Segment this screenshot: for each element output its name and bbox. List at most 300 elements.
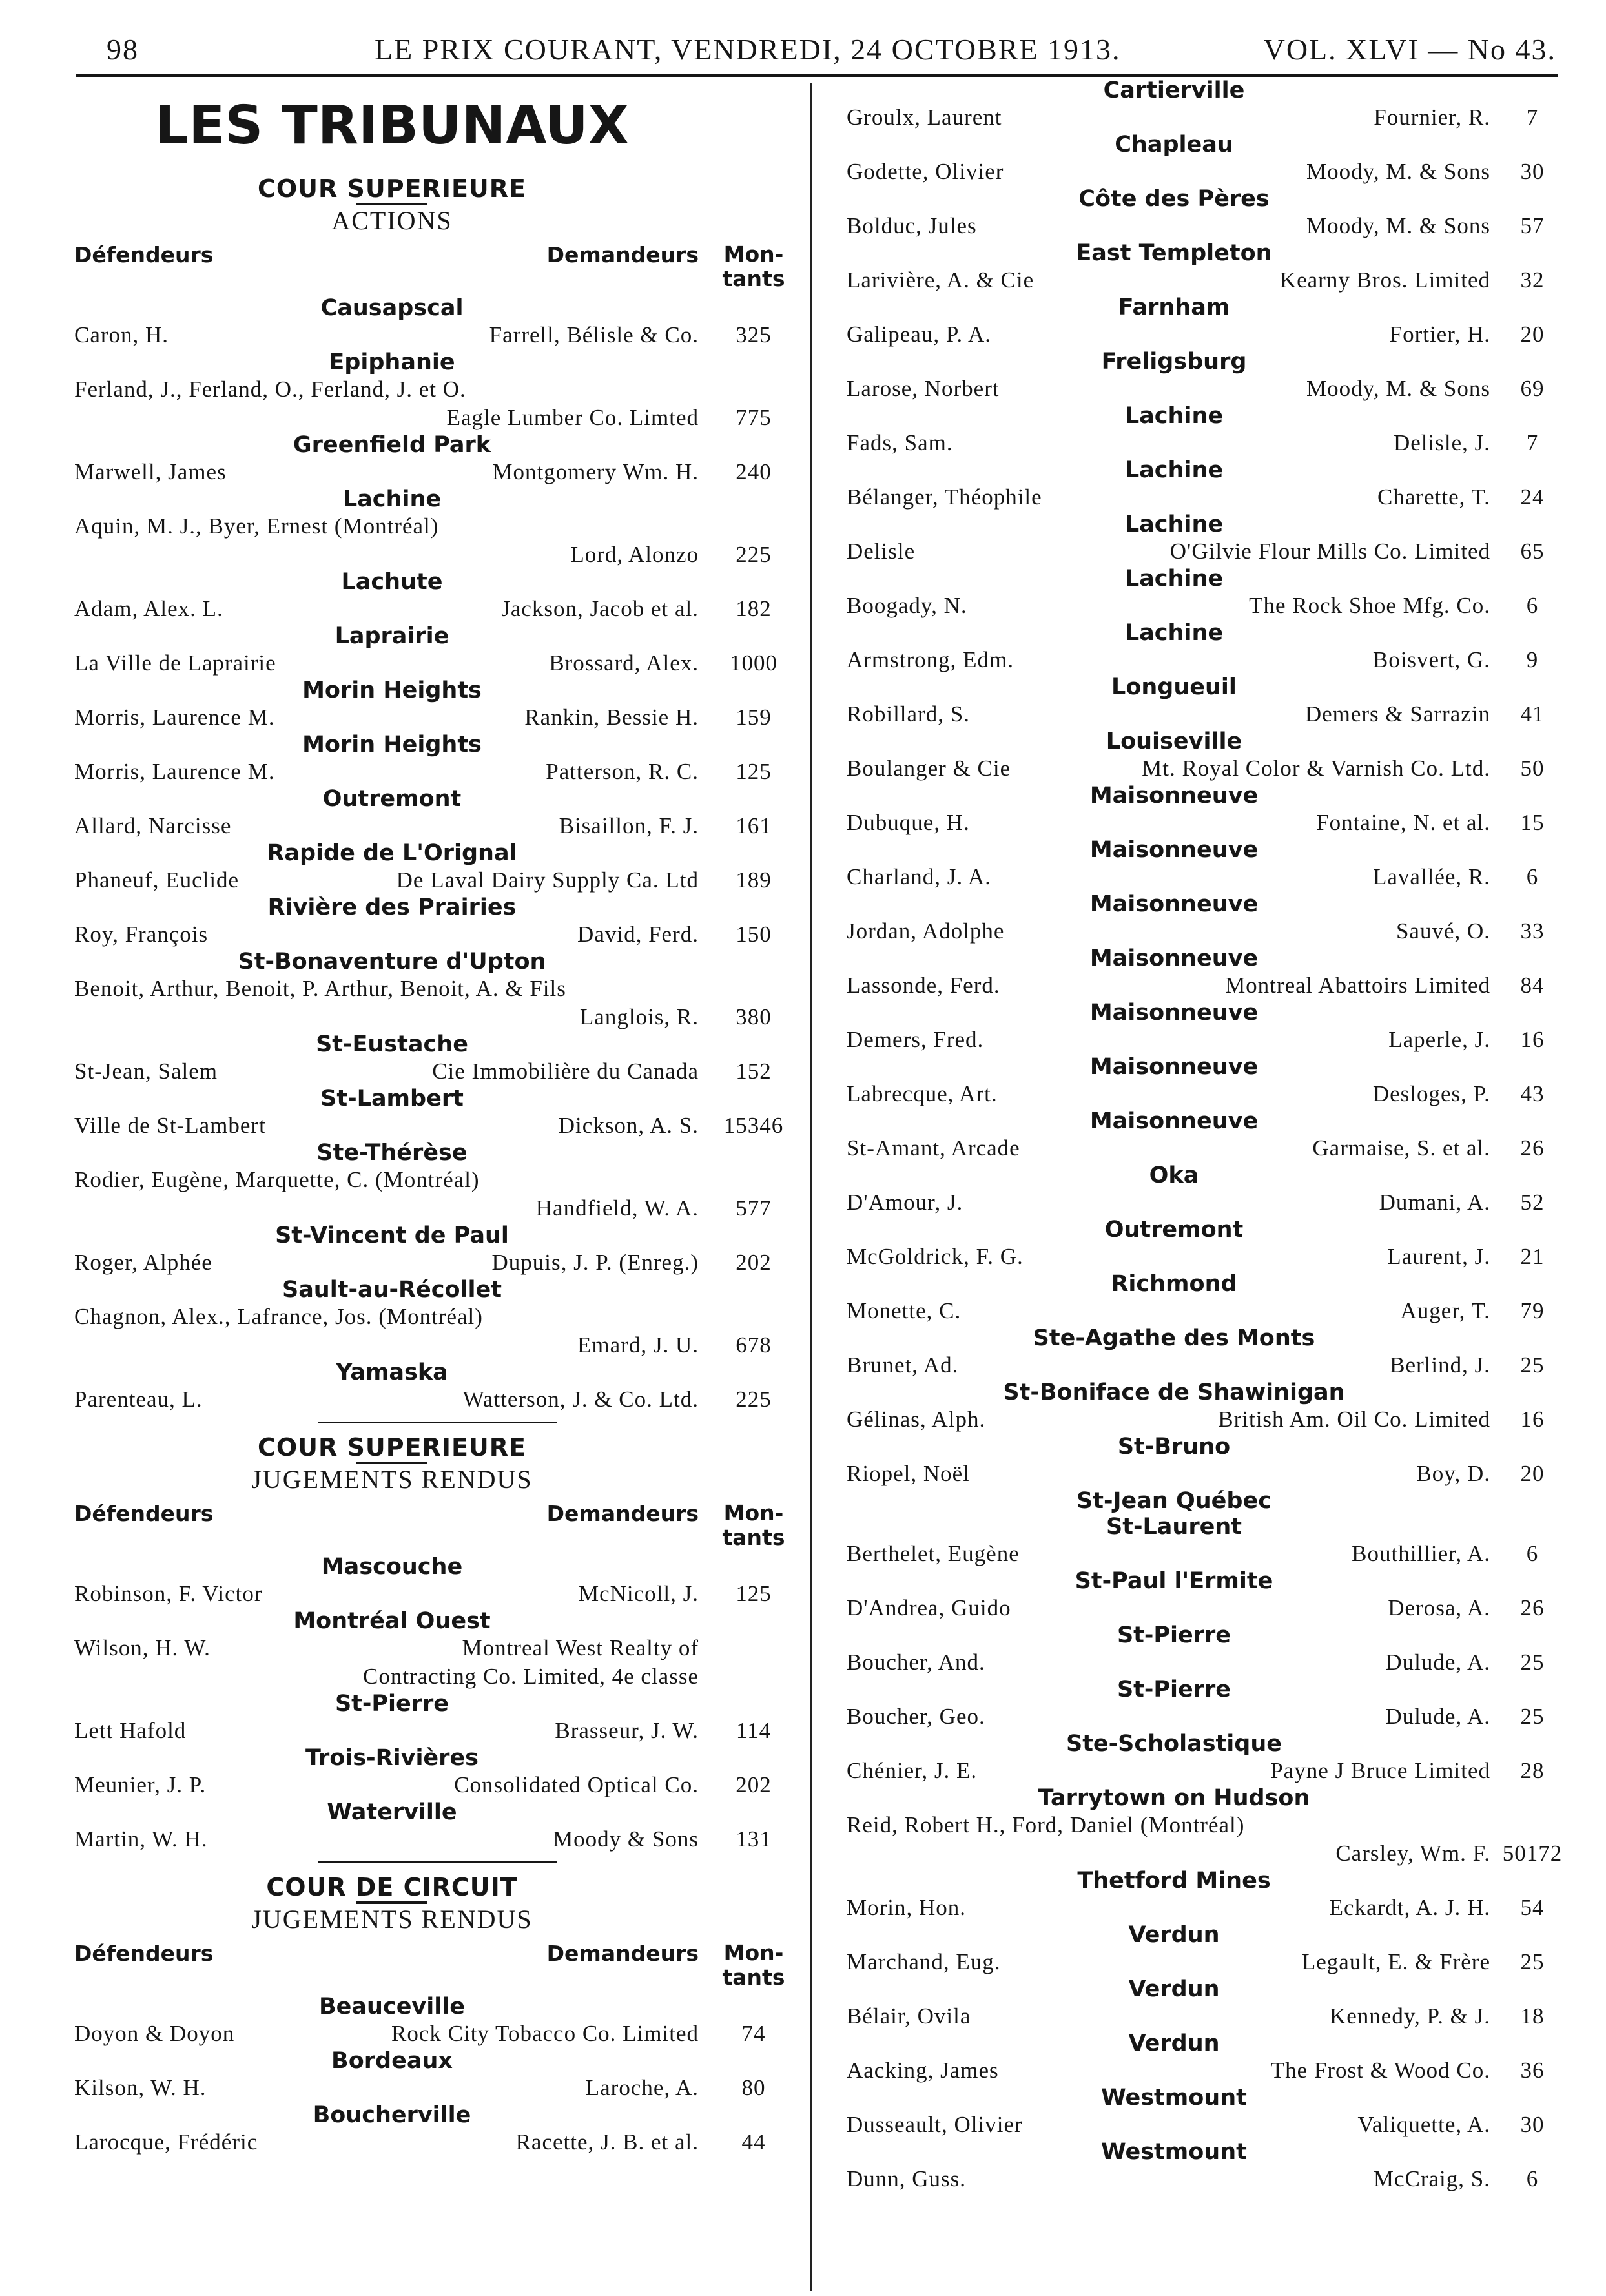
entry-line (72, 375, 789, 404)
court-entry (72, 1691, 789, 1745)
court-entry (72, 2048, 789, 2102)
locality-heading: St-Laurent (1106, 1514, 1242, 1540)
locality-heading: Lachute (341, 569, 443, 595)
defendant-name: Demers, Fred. (847, 1027, 984, 1052)
court-entry (72, 1223, 789, 1277)
locality-heading: Montréal Ouest (293, 1608, 491, 1634)
defendant-name: Parenteau, L. (74, 1387, 203, 1412)
entry-line (845, 103, 1568, 132)
plaintiff-name: Moody, M. & Sons (1306, 376, 1490, 401)
amount-value: 325 (736, 322, 772, 347)
defendeurs-heading: Défendeurs (74, 1501, 214, 1526)
entry-line (72, 541, 789, 569)
court-entry (72, 623, 789, 677)
court-section (72, 1414, 789, 1854)
locality-heading: Rapide de L'Orignal (267, 840, 517, 866)
court-entry (845, 1922, 1568, 1976)
entry-line (72, 1248, 789, 1277)
court-entry (845, 1380, 1568, 1434)
plaintiff-name: Auger, T. (1400, 1298, 1490, 1323)
amount-value: 225 (736, 1387, 772, 1412)
entry-line (845, 2002, 1568, 2031)
section-subtitle: ACTIONS (331, 206, 453, 235)
amount-value: 775 (736, 405, 772, 430)
defendant-name: Dunn, Guss. (847, 2166, 967, 2191)
entry-line (845, 1405, 1568, 1434)
defendant-name: Delisle (847, 539, 916, 564)
defendant-name: Kilson, W. H. (74, 2075, 207, 2100)
entry-line (845, 1811, 1568, 1839)
left-column (72, 78, 789, 2156)
defendant-name: Lassonde, Ferd. (847, 973, 1000, 998)
header-rule (76, 74, 1558, 77)
defendant-name: Godette, Olivier (847, 159, 1004, 184)
amount-value: 150 (736, 922, 772, 947)
defendant-name: Morris, Laurence M. (74, 759, 275, 784)
defendant-name: Dubuque, H. (847, 810, 970, 835)
locality-heading: Boucherville (313, 2102, 471, 2128)
locality-heading: Bordeaux (331, 2048, 453, 2074)
locality-heading: Trois-Rivières (305, 1745, 479, 1771)
court-entry (845, 240, 1568, 295)
column-headings (72, 1934, 789, 1994)
plaintiff-name: Cie Immobilière du Canada (432, 1059, 699, 1084)
entry-line (845, 537, 1568, 566)
publication-line: LE PRIX COURANT, VENDREDI, 24 OCTOBRE 1913. (375, 33, 1121, 66)
locality-heading: Maisonneuve (1089, 1000, 1259, 1026)
plaintiff-name: Eckardt, A. J. H. (1329, 1895, 1490, 1920)
amount-value: 20 (1520, 322, 1545, 347)
defendant-name: Aacking, James (847, 2058, 999, 2083)
court-entry (72, 1277, 789, 1360)
entry-line (845, 429, 1568, 457)
montants-heading: Mon- tants (722, 1500, 785, 1550)
defendant-name: Robinson, F. Victor (74, 1581, 263, 1606)
entry-line (72, 812, 789, 840)
amount-value: 25 (1520, 1650, 1545, 1675)
entry-line (845, 1757, 1568, 1785)
plaintiff-name: Fontaine, N. et al. (1316, 810, 1490, 835)
plaintiff-name: British Am. Oil Co. Limited (1218, 1407, 1490, 1432)
plaintiff-name: Garmaise, S. et al. (1312, 1135, 1490, 1161)
plaintiff-name: Bouthillier, A. (1352, 1541, 1490, 1566)
amount-value: 7 (1526, 430, 1539, 455)
defendant-name: Fads, Sam. (847, 430, 953, 455)
court-entry (845, 837, 1568, 891)
defendant-name: Dusseault, Olivier (847, 2112, 1023, 2137)
court-entry (845, 620, 1568, 674)
locality-heading: Lachine (1124, 512, 1224, 537)
court-entry (845, 78, 1568, 132)
plaintiff-name: Brossard, Alex. (549, 650, 699, 676)
left-sections (72, 174, 789, 2156)
entry-line (845, 1351, 1568, 1380)
amount-value: 125 (736, 1581, 772, 1606)
court-entry (72, 732, 789, 786)
entry-line (72, 512, 789, 541)
page-number: 98 (107, 33, 139, 66)
locality-heading: Verdun (1128, 2031, 1220, 2056)
page-header (77, 32, 1556, 72)
entry-line (72, 1166, 789, 1194)
entry-line (845, 1460, 1568, 1488)
court-entry (72, 1360, 789, 1414)
locality-heading: Beauceville (319, 1994, 465, 2020)
entry-line (845, 1648, 1568, 1677)
court-entry (72, 1799, 789, 1854)
defendant-name: Roger, Alphée (74, 1250, 212, 1275)
amount-value: 50172 (1502, 1841, 1563, 1866)
plaintiff-name: Bisaillon, F. J. (559, 813, 699, 838)
court-entry (845, 1217, 1568, 1271)
amount-value: 43 (1520, 1081, 1545, 1106)
locality-heading: Côte des Pères (1078, 186, 1270, 212)
plaintiff-name: Racette, J. B. et al. (515, 2129, 699, 2155)
defendant-name: Bélanger, Théophile (847, 484, 1042, 510)
court-entry (72, 1086, 789, 1140)
amount-value: 65 (1520, 539, 1545, 564)
locality-heading: Yamaska (336, 1360, 448, 1385)
locality-heading: St-Bonaventure d'Upton (238, 949, 546, 975)
court-entry (845, 1731, 1568, 1785)
plaintiff-name: Laroche, A. (585, 2075, 699, 2100)
entry-line (845, 375, 1568, 403)
entry-line (72, 1331, 789, 1360)
court-entry (72, 895, 789, 949)
locality-heading: Farnham (1118, 295, 1230, 320)
plaintiff-name: Dulude, A. (1385, 1704, 1490, 1729)
court-entry (845, 1054, 1568, 1108)
entry-line (72, 404, 789, 432)
court-entry (845, 2139, 1568, 2193)
locality-heading: Maisonneuve (1089, 837, 1259, 863)
amount-value: 202 (736, 1772, 772, 1797)
locality-heading: Maisonneuve (1089, 783, 1259, 809)
locality-heading: Waterville (327, 1799, 457, 1825)
defendeurs-heading: Défendeurs (74, 1941, 214, 1966)
locality-heading: Morin Heights (302, 677, 482, 703)
entry-line (72, 1112, 789, 1140)
court-entry (72, 949, 789, 1031)
locality-heading: Maisonneuve (1089, 1054, 1259, 1080)
plaintiff-name: Dupuis, J. P. (Enreg.) (491, 1250, 699, 1275)
section-separator (72, 1414, 789, 1433)
court-entry (72, 840, 789, 895)
defendant-name: Marchand, Eug. (847, 1949, 1001, 1974)
amount-value: 9 (1526, 647, 1539, 672)
entry-line (72, 1303, 789, 1331)
defendant-name: Rodier, Eugène, Marquette, C. (Montréal) (74, 1167, 480, 1192)
plaintiff-name: Laperle, J. (1388, 1027, 1490, 1052)
court-entry (845, 1514, 1568, 1568)
amount-value: 84 (1520, 973, 1545, 998)
defendant-name: Morin, Hon. (847, 1895, 967, 1920)
entry-line (72, 649, 789, 677)
locality-heading: St-Eustache (316, 1031, 468, 1057)
defendant-name: Labrecque, Art. (847, 1081, 998, 1106)
locality-heading: Verdun (1128, 1922, 1220, 1948)
locality-heading: Oka (1149, 1163, 1199, 1188)
court-entry (845, 1108, 1568, 1163)
locality-heading: St-Jean Québec (1076, 1488, 1271, 1514)
defendant-name: Morris, Laurence M. (74, 705, 275, 730)
defendant-name: La Ville de Laprairie (74, 650, 276, 676)
amount-value: 41 (1520, 701, 1545, 727)
defendant-name: Jordan, Adolphe (847, 918, 1005, 944)
plaintiff-name: Emard, J. U. (577, 1332, 699, 1358)
entry-line (845, 754, 1568, 783)
plaintiff-name: Valiquette, A. (1357, 2112, 1490, 2137)
plaintiff-name: Carsley, Wm. F. (1335, 1841, 1490, 1866)
court-entry (845, 186, 1568, 240)
defendant-name: Aquin, M. J., Byer, Ernest (Montréal) (74, 513, 439, 539)
defendant-name: Caron, H. (74, 322, 169, 347)
court-name: COUR DE CIRCUIT (266, 1873, 518, 1901)
plaintiff-name: Jackson, Jacob et al. (501, 596, 699, 621)
plaintiff-name: Sauvé, O. (1395, 918, 1490, 944)
entry-line (845, 646, 1568, 674)
amount-value: 15 (1520, 810, 1545, 835)
demandeurs-heading: Demandeurs (546, 1941, 699, 1966)
plaintiff-name: Rankin, Bessie H. (524, 705, 699, 730)
amount-value: 1000 (730, 650, 777, 676)
court-entry (72, 569, 789, 623)
amount-value: 16 (1520, 1027, 1545, 1052)
amount-value: 182 (736, 596, 772, 621)
amount-value: 80 (741, 2075, 766, 2100)
plaintiff-name: Charette, T. (1377, 484, 1490, 510)
locality-heading: Chapleau (1115, 132, 1233, 158)
entry-line (72, 1634, 789, 1662)
defendant-name: Larocque, Frédéric (74, 2129, 258, 2155)
court-title (72, 1873, 789, 1904)
court-entry (845, 729, 1568, 783)
court-entry (72, 677, 789, 732)
locality-heading: St-Lambert (320, 1086, 464, 1112)
plaintiff-name: McCraig, S. (1373, 2166, 1490, 2191)
amount-value: 79 (1520, 1298, 1545, 1323)
defendant-name: Boogady, N. (847, 593, 967, 618)
locality-heading: Ste-Thérèse (316, 1140, 468, 1166)
locality-heading: Outremont (1104, 1217, 1244, 1243)
locality-heading: Louiseville (1106, 729, 1242, 754)
entry-line (845, 1188, 1568, 1217)
entry-line (72, 1825, 789, 1854)
locality-heading: St-Paul l'Ermite (1075, 1568, 1273, 1594)
column-headings (72, 236, 789, 295)
entry-line (72, 866, 789, 895)
court-entry (845, 783, 1568, 837)
amount-value: 20 (1520, 1461, 1545, 1486)
amount-value: 57 (1520, 213, 1545, 238)
defendant-name: St-Amant, Arcade (847, 1135, 1020, 1161)
plaintiff-name: De Laval Dairy Supply Ca. Ltd (396, 867, 699, 893)
entry-line (845, 266, 1568, 295)
amount-value: 21 (1520, 1244, 1545, 1269)
amount-value: 6 (1526, 864, 1539, 889)
court-title (72, 1433, 789, 1464)
amount-value: 28 (1520, 1758, 1545, 1783)
entry-line (845, 158, 1568, 186)
locality-heading: Tarrytown on Hudson (1038, 1785, 1310, 1811)
plaintiff-name: Kennedy, P. & J. (1329, 2003, 1490, 2029)
separator-line (318, 1861, 557, 1863)
locality-heading: Sault-au-Récollet (282, 1277, 502, 1303)
defendant-name: Reid, Robert H., Ford, Daniel (Montréal) (847, 1812, 1245, 1837)
court-entry (72, 295, 789, 349)
defendant-name: Bélair, Ovila (847, 2003, 971, 2029)
locality-heading: Maisonneuve (1089, 946, 1259, 971)
court-entry (845, 566, 1568, 620)
entry-line (845, 2056, 1568, 2085)
defendant-name: Armstrong, Edm. (847, 647, 1014, 672)
plaintiff-name: Consolidated Optical Co. (454, 1772, 699, 1797)
plaintiff-name: Payne J Bruce Limited (1270, 1758, 1490, 1783)
court-entry (72, 1608, 789, 1691)
court-section (72, 1854, 789, 2156)
locality-heading: Laprairie (335, 623, 449, 649)
plaintiff-name: Fournier, R. (1374, 105, 1490, 130)
locality-heading: Lachine (1124, 620, 1224, 646)
locality-heading: St-Boniface de Shawinigan (1003, 1380, 1345, 1405)
locality-heading: St-Pierre (1117, 1622, 1231, 1648)
defendant-name: Doyon & Doyon (74, 2021, 235, 2046)
plaintiff-name: David, Ferd. (577, 922, 699, 947)
amount-value: 44 (741, 2129, 766, 2155)
locality-heading: Rivière des Prairies (267, 895, 517, 920)
entry-line (845, 592, 1568, 620)
plaintiff-name: Laurent, J. (1387, 1244, 1490, 1269)
plaintiff-name: Handfield, W. A. (535, 1195, 699, 1221)
defendant-name: Adam, Alex. L. (74, 596, 223, 621)
court-entry (845, 1000, 1568, 1054)
entry-line (845, 483, 1568, 512)
entry-line (72, 1385, 789, 1414)
defendant-name: Allard, Narcisse (74, 813, 232, 838)
defendant-name: Chagnon, Alex., Lafrance, Jos. (Montréal) (74, 1304, 483, 1329)
court-entry (72, 1994, 789, 2048)
court-entry (845, 2085, 1568, 2139)
defendant-name: St-Jean, Salem (74, 1059, 218, 1084)
plaintiff-name: Contracting Co. Limited, 4e classe (362, 1664, 699, 1689)
volume-number: VOL. XLVI — No 43. (1263, 33, 1556, 66)
defendant-name: Bolduc, Jules (847, 213, 977, 238)
demandeurs-heading: Demandeurs (546, 1501, 699, 1526)
plaintiff-name: Dulude, A. (1385, 1650, 1490, 1675)
plaintiff-name: Kearny Bros. Limited (1279, 267, 1490, 293)
court-entry (845, 1677, 1568, 1731)
separator-line (318, 1422, 557, 1423)
entry-line (72, 595, 789, 623)
locality-heading: Longueuil (1111, 674, 1237, 700)
defendant-name: Marwell, James (74, 459, 227, 484)
amount-value: 678 (736, 1332, 772, 1358)
locality-heading: Causapscal (320, 295, 464, 321)
entry-line (845, 863, 1568, 891)
locality-heading: Verdun (1128, 1976, 1220, 2002)
entry-line (72, 1717, 789, 1745)
entry-line (72, 1057, 789, 1086)
amount-value: 202 (736, 1250, 772, 1275)
amount-value: 26 (1520, 1595, 1545, 1620)
entry-line (845, 1243, 1568, 1271)
amount-value: 114 (736, 1718, 772, 1743)
defendant-name: Boulanger & Cie (847, 756, 1011, 781)
entry-line (72, 703, 789, 732)
entry-line (845, 700, 1568, 729)
plaintiff-name: Dumani, A. (1379, 1190, 1490, 1215)
entry-line (72, 975, 789, 1003)
defendant-name: Meunier, J. P. (74, 1772, 207, 1797)
plaintiff-name: Mt. Royal Color & Varnish Co. Ltd. (1142, 756, 1490, 781)
plaintiff-name: Legault, E. & Frère (1301, 1949, 1490, 1974)
amount-value: 18 (1520, 2003, 1545, 2029)
defendant-name: Phaneuf, Euclide (74, 867, 240, 893)
plaintiff-name: O'Gilvie Flour Mills Co. Limited (1169, 539, 1490, 564)
defendant-name: Roy, François (74, 922, 209, 947)
plaintiff-name: Fortier, H. (1389, 322, 1490, 347)
plaintiff-name: Derosa, A. (1388, 1595, 1490, 1620)
defendeurs-heading: Défendeurs (74, 242, 214, 267)
court-entry (845, 295, 1568, 349)
locality-heading: Mascouche (321, 1554, 463, 1580)
court-name: COUR SUPERIEURE (257, 174, 526, 203)
amount-value: 380 (736, 1004, 772, 1029)
amount-value: 577 (736, 1195, 772, 1221)
court-entry (845, 946, 1568, 1000)
locality-heading: Epiphanie (329, 349, 455, 375)
defendant-name: Ferland, J., Ferland, O., Ferland, J. et O. (74, 377, 466, 402)
amount-value: 54 (1520, 1895, 1545, 1920)
entry-line (845, 1297, 1568, 1325)
plaintiff-name: Delisle, J. (1393, 430, 1490, 455)
plaintiff-name: Langlois, R. (579, 1004, 699, 1029)
entry-line (72, 2020, 789, 2048)
defendant-name: Groulx, Laurent (847, 105, 1002, 130)
court-title (72, 174, 789, 205)
section-subtitle: JUGEMENTS RENDUS (251, 1905, 533, 1934)
court-entry (845, 2031, 1568, 2085)
locality-heading: Greenfield Park (293, 432, 491, 458)
court-entry (845, 1622, 1568, 1677)
amount-value: 240 (736, 459, 772, 484)
court-entry (845, 1163, 1568, 1217)
entry-line (72, 1771, 789, 1799)
court-entry (72, 1745, 789, 1799)
defendant-name: Chénier, J. E. (847, 1758, 978, 1783)
court-entry (845, 1434, 1568, 1488)
entry-line (845, 971, 1568, 1000)
amount-value: 24 (1520, 484, 1545, 510)
plaintiff-name: Montreal West Realty of (462, 1635, 699, 1660)
amount-value: 36 (1520, 2058, 1545, 2083)
amount-value: 50 (1520, 756, 1545, 781)
plaintiff-name: Boy, D. (1416, 1461, 1490, 1486)
amount-value: 7 (1526, 105, 1539, 130)
entry-line (72, 758, 789, 786)
defendant-name: Ville de St-Lambert (74, 1113, 266, 1138)
plaintiff-name: The Frost & Wood Co. (1270, 2058, 1490, 2083)
entry-line (845, 1134, 1568, 1163)
amount-value: 16 (1520, 1407, 1545, 1432)
plaintiff-name: Montreal Abattoirs Limited (1225, 973, 1490, 998)
amount-value: 6 (1526, 1541, 1539, 1566)
plaintiff-name: Lavallée, R. (1372, 864, 1490, 889)
defendant-name: Lett Hafold (74, 1718, 187, 1743)
amount-value: 6 (1526, 593, 1539, 618)
plaintiff-name: Moody, M. & Sons (1306, 159, 1490, 184)
defendant-name: Riopel, Noël (847, 1461, 970, 1486)
